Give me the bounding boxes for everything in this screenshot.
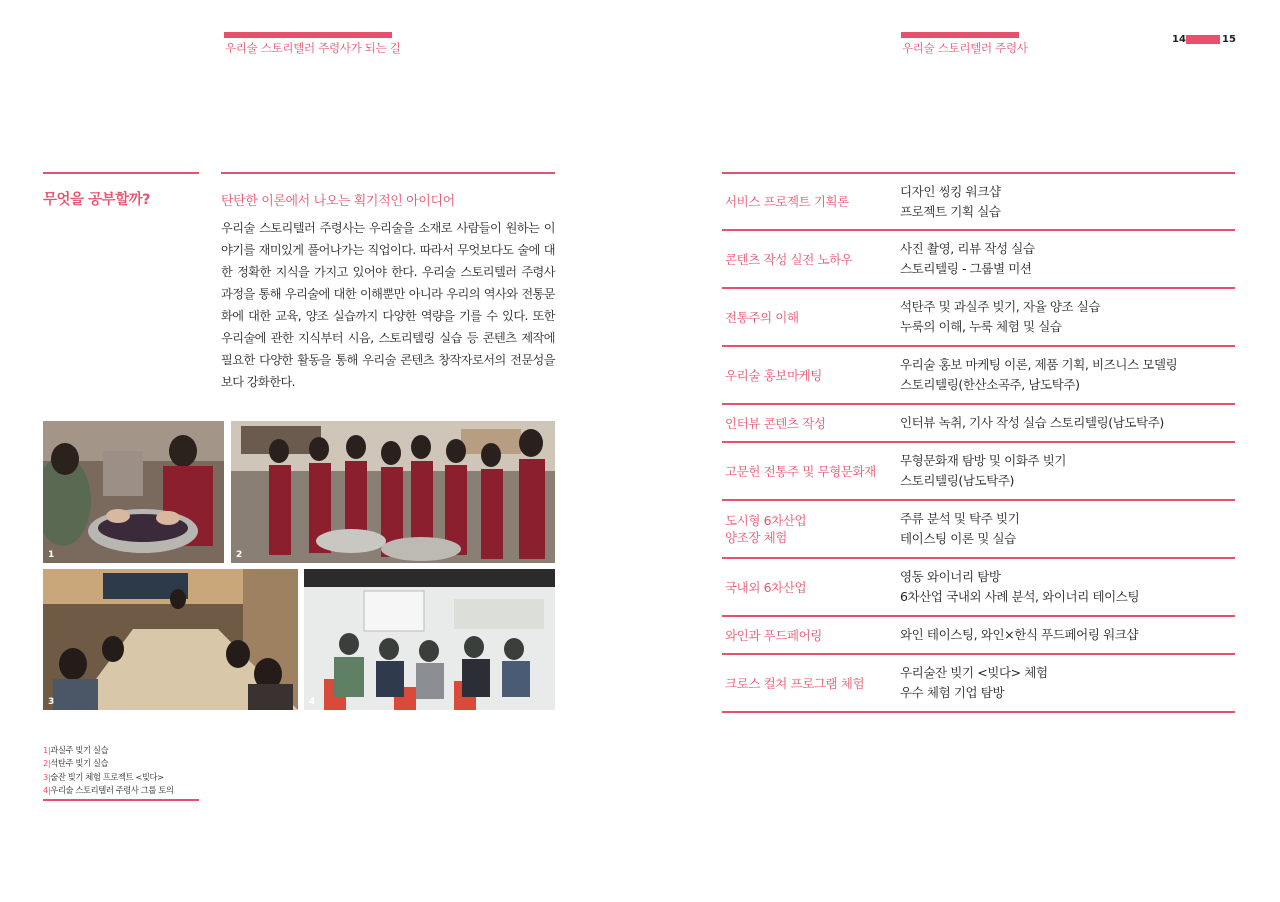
photo-cup-making-project: [43, 569, 298, 710]
curriculum-details: 우리술 홍보 마케팅 이론, 제품 기획, 비즈니스 모델링 스토리텔링(한산소곡주, 남도탁주): [900, 357, 1178, 392]
captions-bottom-rule: [43, 799, 199, 801]
photo-number: 3: [48, 697, 55, 707]
caption-line: 2|석탄주 빚기 실습: [43, 758, 109, 769]
curriculum-table: [722, 174, 1235, 713]
photo-number: 2: [236, 550, 243, 560]
page-number-left: 14: [1172, 34, 1186, 45]
curriculum-row: [722, 231, 1235, 289]
curriculum-subject: 콘텐츠 작성 실전 노하우: [725, 251, 853, 267]
curriculum-row: [722, 174, 1235, 231]
curriculum-details: 석탄주 및 과실주 빚기, 자율 양조 실습 누룩의 이해, 누룩 체험 및 실습: [900, 299, 1101, 334]
right-running-title: 우리술 스토리텔러 주령사: [902, 41, 1028, 55]
photo-group-discussion: [304, 569, 555, 710]
curriculum-subject: 도시형 6차산업 양조장 체험: [725, 513, 807, 545]
curriculum-details: 영동 와이너리 탐방 6차산업 국내외 사례 분석, 와이너리 테이스팅: [900, 569, 1140, 604]
curriculum-row: [722, 289, 1235, 347]
curriculum-row: [722, 405, 1235, 443]
left-running-title: 우리술 스토리텔러 주령사가 되는 길: [225, 41, 401, 55]
curriculum-subject: 고문헌 전통주 및 무형문화재: [725, 463, 876, 479]
caption-line: 1|과실주 빚기 실습: [43, 745, 109, 755]
right-header-accent-bar: [901, 32, 1019, 38]
photo-captions: [43, 744, 173, 797]
curriculum-row: [722, 501, 1235, 559]
curriculum-details: 인터뷰 녹취, 기사 작성 실습 스토리텔링(남도탁주): [900, 415, 1164, 430]
curriculum-details: 와인 테이스팅, 와인×한식 푸드페어링 워크샵: [900, 627, 1139, 642]
curriculum-details: 주류 분석 및 탁주 빚기 테이스팅 이론 및 실습: [900, 511, 1020, 546]
caption-line: 3|술잔 빚기 체험 프로젝트 <빚다>: [43, 771, 164, 782]
curriculum-subject: 크로스 컬쳐 프로그램 체험: [725, 675, 865, 691]
curriculum-row: [722, 617, 1235, 655]
curriculum-subject: 인터뷰 콘텐츠 작성: [725, 415, 826, 431]
curriculum-row: [722, 559, 1235, 617]
curriculum-subject: 우리술 홍보마케팅: [725, 367, 822, 383]
curriculum-row: [722, 655, 1235, 713]
subtitle-rule: [221, 172, 555, 174]
section-subtitle: 탄탄한 이론에서 나오는 획기적인 아이디어: [221, 194, 455, 209]
photo-seoktanju-practice: [231, 421, 555, 563]
page-number-right: 15: [1222, 34, 1236, 45]
curriculum-row: [722, 443, 1235, 501]
left-header-accent-bar: [224, 32, 392, 38]
section-title-rule: [43, 172, 199, 174]
curriculum-details: 무형문화재 탐방 및 이화주 빚기 스토리텔링(남도탁주): [900, 453, 1067, 488]
photo-fruit-wine-practice: [43, 421, 224, 563]
page-number-bar: [1186, 35, 1220, 44]
photo-number: 4: [309, 697, 316, 707]
curriculum-details: 우리술잔 빚기 <빚다> 체험 우수 체험 기업 탐방: [900, 665, 1048, 700]
curriculum-subject: 국내외 6차산업: [725, 579, 807, 595]
curriculum-subject: 전통주의 이해: [725, 309, 799, 325]
body-paragraph: 우리술 스토리텔러 주령사는 우리술을 소재로 사람들이 원하는 이야기를 재미있게 풀어나가는 직업이다. 따라서 무엇보다도 술에 대한 정확한 지식을 가지고 있어야 한다. 우리술 스토리텔러 주령사 과정을 통해 우리술에 대한 이해뿐만 아니라 우리의 역사와 전통문화에 대한 교육, 양조 실습까지 다양한 역량을 기를 수 있다. 또한 우리술에 관한 지식부터 시음, 스토리텔링 실습 등 콘텐츠 제작에 필요한 다양한 활동을 통해 우리술 콘텐츠 창작자로서의 전문성을 보다 강화한다.: [221, 221, 555, 389]
curriculum-row: [722, 347, 1235, 405]
curriculum-details: 사진 촬영, 리뷰 작성 실습 스토리텔링 - 그룹별 미션: [900, 241, 1035, 276]
photo-number: 1: [48, 550, 55, 560]
curriculum-subject: 와인과 푸드페어링: [725, 627, 822, 643]
caption-line: 4|우리술 스토리텔러 주령사 그룹 토의: [43, 784, 174, 795]
section-title: 무엇을 공부할까?: [43, 192, 151, 208]
curriculum-subject: 서비스 프로젝트 기획론: [725, 194, 849, 209]
curriculum-details: 디자인 씽킹 워크샵 프로젝트 기획 실습: [900, 183, 1001, 219]
